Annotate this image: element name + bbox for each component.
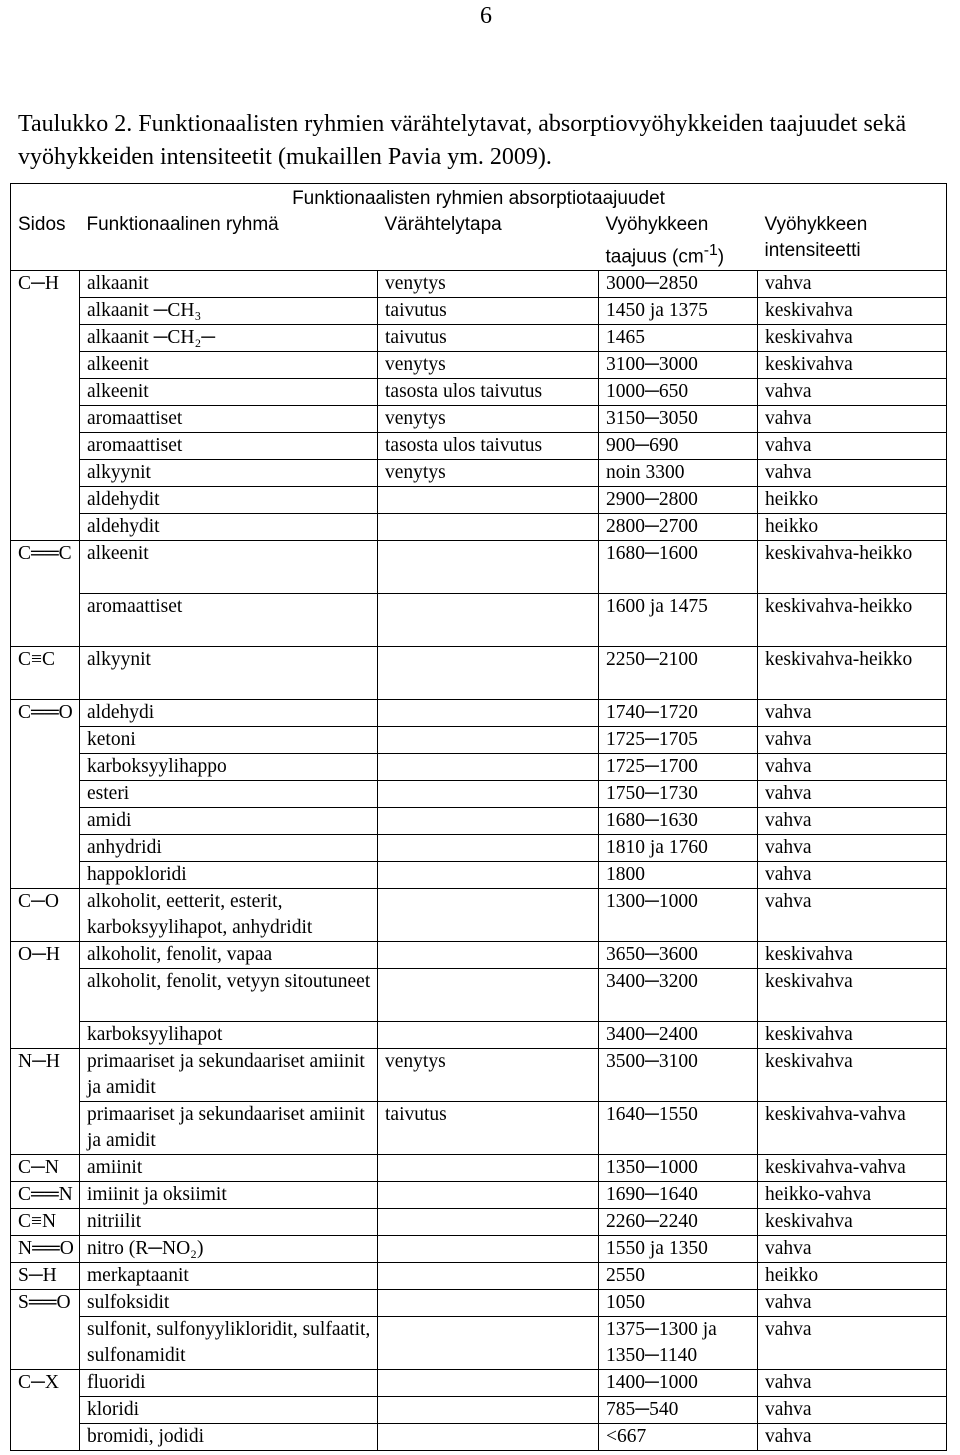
table-row	[11, 1424, 947, 1451]
table-row	[11, 808, 947, 835]
cell-intensity: keskivahva-heikko	[758, 647, 947, 700]
cell-bond	[11, 460, 80, 487]
table-row	[11, 406, 947, 433]
cell-intensity: keskivahva	[758, 1209, 947, 1236]
header-vibration-mode: Värähtelytapa	[378, 212, 599, 271]
cell-vibration-mode: venytys	[378, 352, 599, 379]
absorption-table	[10, 183, 946, 1451]
cell-intensity: vahva	[758, 754, 947, 781]
table-row	[11, 352, 947, 379]
cell-intensity: vahva	[758, 889, 947, 942]
cell-bond: C≡C	[11, 647, 80, 700]
cell-vibration-mode	[378, 1317, 599, 1370]
cell-frequency: 1450 ja 1375	[599, 298, 758, 325]
header-bond: Sidos	[11, 212, 80, 271]
cell-intensity: vahva	[758, 727, 947, 754]
cell-functional-group: amidi	[80, 808, 378, 835]
cell-vibration-mode	[378, 1236, 599, 1263]
cell-bond	[11, 433, 80, 460]
cell-bond: C─H	[11, 271, 80, 298]
cell-frequency: 3400─3200	[599, 969, 758, 1022]
cell-functional-group: karboksyylihappo	[80, 754, 378, 781]
cell-bond	[11, 352, 80, 379]
table-row	[11, 1370, 947, 1397]
cell-functional-group: fluoridi	[80, 1370, 378, 1397]
cell-functional-group: nitro (R─NO₂)	[80, 1236, 378, 1263]
cell-intensity: vahva	[758, 271, 947, 298]
cell-intensity: vahva	[758, 406, 947, 433]
table-row	[11, 942, 947, 969]
cell-functional-group: alkyynit	[80, 460, 378, 487]
cell-frequency: 2250─2100	[599, 647, 758, 700]
cell-functional-group: primaariset ja sekundaariset amiinit ja amidit	[80, 1102, 378, 1155]
cell-intensity: vahva	[758, 379, 947, 406]
cell-intensity: keskivahva-heikko	[758, 541, 947, 594]
cell-vibration-mode	[378, 1424, 599, 1451]
table-row	[11, 1263, 947, 1290]
cell-intensity: vahva	[758, 835, 947, 862]
table-row	[11, 1102, 947, 1155]
cell-vibration-mode	[378, 754, 599, 781]
cell-frequency: 1725─1700	[599, 754, 758, 781]
cell-bond: N─H	[11, 1049, 80, 1102]
cell-intensity: vahva	[758, 1317, 947, 1370]
table-row	[11, 1155, 947, 1182]
cell-bond	[11, 379, 80, 406]
cell-bond: C══O	[11, 700, 80, 727]
cell-intensity: vahva	[758, 1397, 947, 1424]
cell-intensity: keskivahva-vahva	[758, 1155, 947, 1182]
table-row	[11, 1022, 947, 1049]
cell-bond	[11, 754, 80, 781]
cell-frequency: 1750─1730	[599, 781, 758, 808]
cell-bond	[11, 1102, 80, 1155]
cell-frequency: 1000─650	[599, 379, 758, 406]
header-frequency-exponent: -1	[703, 242, 718, 259]
cell-bond	[11, 1397, 80, 1424]
cell-bond: C─O	[11, 889, 80, 942]
cell-frequency: 1725─1705	[599, 727, 758, 754]
cell-frequency: 1375─1300 ja 1350─1140	[599, 1317, 758, 1370]
cell-intensity: vahva	[758, 460, 947, 487]
cell-vibration-mode	[378, 1155, 599, 1182]
cell-bond: O─H	[11, 942, 80, 969]
cell-intensity: vahva	[758, 862, 947, 889]
cell-vibration-mode	[378, 541, 599, 594]
cell-intensity: vahva	[758, 1424, 947, 1451]
table-row	[11, 835, 947, 862]
cell-intensity: keskivahva	[758, 352, 947, 379]
cell-functional-group: alkoholit, fenolit, vapaa	[80, 942, 378, 969]
cell-functional-group: amiinit	[80, 1155, 378, 1182]
cell-bond	[11, 862, 80, 889]
cell-intensity: keskivahva	[758, 942, 947, 969]
cell-functional-group: kloridi	[80, 1397, 378, 1424]
cell-functional-group: bromidi, jodidi	[80, 1424, 378, 1451]
table-row	[11, 862, 947, 889]
cell-bond: N══O	[11, 1236, 80, 1263]
cell-frequency: 3100─3000	[599, 352, 758, 379]
cell-frequency: 2900─2800	[599, 487, 758, 514]
cell-vibration-mode	[378, 514, 599, 541]
cell-bond	[11, 325, 80, 352]
table-row	[11, 754, 947, 781]
cell-vibration-mode	[378, 862, 599, 889]
cell-functional-group: aromaattiset	[80, 594, 378, 647]
table-row	[11, 727, 947, 754]
table-row	[11, 1209, 947, 1236]
cell-vibration-mode: tasosta ulos taivutus	[378, 433, 599, 460]
table-caption: Taulukko 2. Funktionaalisten ryhmien värähtelytavat, absorptiovyöhykkeiden taajuudet sekä vyöhykkeiden intensiteetit (mukaillen Pavia ym. 2009).	[18, 111, 907, 170]
table-row	[11, 889, 947, 942]
table-row	[11, 1290, 947, 1317]
cell-functional-group: primaariset ja sekundaariset amiinit ja amidit	[80, 1049, 378, 1102]
cell-bond: S══O	[11, 1290, 80, 1317]
table-row	[11, 541, 947, 594]
table-row	[11, 969, 947, 1022]
cell-intensity: vahva	[758, 781, 947, 808]
cell-frequency: 1810 ja 1760	[599, 835, 758, 862]
cell-vibration-mode	[378, 969, 599, 1022]
cell-frequency: 900─690	[599, 433, 758, 460]
cell-vibration-mode: venytys	[378, 406, 599, 433]
cell-bond	[11, 514, 80, 541]
cell-frequency: 785─540	[599, 1397, 758, 1424]
cell-functional-group: aldehydit	[80, 514, 378, 541]
cell-functional-group: alkeenit	[80, 541, 378, 594]
cell-frequency: 1680─1630	[599, 808, 758, 835]
table-row	[11, 1236, 947, 1263]
cell-frequency: 2800─2700	[599, 514, 758, 541]
cell-bond	[11, 781, 80, 808]
cell-functional-group: alkaanit ─CH₂─	[80, 325, 378, 352]
cell-functional-group: merkaptaanit	[80, 1263, 378, 1290]
cell-frequency: 1050	[599, 1290, 758, 1317]
cell-functional-group: aldehydi	[80, 700, 378, 727]
cell-bond: C≡N	[11, 1209, 80, 1236]
table-row	[11, 1397, 947, 1424]
table-row	[11, 460, 947, 487]
cell-intensity: heikko-vahva	[758, 1182, 947, 1209]
cell-functional-group: esteri	[80, 781, 378, 808]
cell-vibration-mode	[378, 1370, 599, 1397]
cell-frequency: 1300─1000	[599, 889, 758, 942]
cell-functional-group: nitriilit	[80, 1209, 378, 1236]
cell-functional-group: happokloridi	[80, 862, 378, 889]
cell-frequency: 2550	[599, 1263, 758, 1290]
cell-frequency: noin 3300	[599, 460, 758, 487]
cell-vibration-mode	[378, 1263, 599, 1290]
cell-functional-group: alkeenit	[80, 352, 378, 379]
table-row	[11, 1317, 947, 1370]
cell-vibration-mode: taivutus	[378, 1102, 599, 1155]
cell-frequency: 1600 ja 1475	[599, 594, 758, 647]
cell-frequency: 1350─1000	[599, 1155, 758, 1182]
page-number: 6	[480, 3, 492, 29]
cell-bond	[11, 835, 80, 862]
cell-intensity: keskivahva	[758, 298, 947, 325]
cell-bond: C══C	[11, 541, 80, 594]
cell-vibration-mode: taivutus	[378, 298, 599, 325]
table-row	[11, 487, 947, 514]
cell-bond	[11, 1317, 80, 1370]
cell-frequency: 1800	[599, 862, 758, 889]
cell-frequency: 1680─1600	[599, 541, 758, 594]
cell-intensity: vahva	[758, 1370, 947, 1397]
cell-bond: C─X	[11, 1370, 80, 1397]
cell-functional-group: ketoni	[80, 727, 378, 754]
cell-vibration-mode	[378, 942, 599, 969]
cell-vibration-mode: taivutus	[378, 325, 599, 352]
cell-functional-group: alkyynit	[80, 647, 378, 700]
cell-frequency: 3650─3600	[599, 942, 758, 969]
cell-bond	[11, 727, 80, 754]
cell-vibration-mode: venytys	[378, 1049, 599, 1102]
cell-bond	[11, 1424, 80, 1451]
cell-bond: S─H	[11, 1263, 80, 1290]
cell-intensity: heikko	[758, 514, 947, 541]
cell-intensity: heikko	[758, 1263, 947, 1290]
cell-intensity: keskivahva-heikko	[758, 594, 947, 647]
cell-bond	[11, 969, 80, 1022]
cell-bond	[11, 594, 80, 647]
cell-vibration-mode	[378, 594, 599, 647]
cell-intensity: vahva	[758, 1236, 947, 1263]
cell-frequency: 3000─2850	[599, 271, 758, 298]
cell-vibration-mode	[378, 889, 599, 942]
cell-vibration-mode	[378, 781, 599, 808]
cell-functional-group: aldehydit	[80, 487, 378, 514]
cell-frequency: <667	[599, 1424, 758, 1451]
cell-vibration-mode	[378, 647, 599, 700]
cell-frequency: 1465	[599, 325, 758, 352]
cell-frequency: 1550 ja 1350	[599, 1236, 758, 1263]
cell-vibration-mode: venytys	[378, 271, 599, 298]
cell-functional-group: alkeenit	[80, 379, 378, 406]
cell-functional-group: karboksyylihapot	[80, 1022, 378, 1049]
header-frequency	[599, 212, 758, 271]
cell-vibration-mode	[378, 727, 599, 754]
table-title: Funktionaalisten ryhmien absorptiotaajuudet	[11, 184, 947, 213]
cell-functional-group: anhydridi	[80, 835, 378, 862]
cell-frequency: 3150─3050	[599, 406, 758, 433]
cell-vibration-mode	[378, 808, 599, 835]
cell-bond	[11, 1022, 80, 1049]
cell-vibration-mode	[378, 1397, 599, 1424]
cell-intensity: vahva	[758, 700, 947, 727]
cell-functional-group: alkaanit ─CH₃	[80, 298, 378, 325]
cell-frequency: 1690─1640	[599, 1182, 758, 1209]
cell-bond: C══N	[11, 1182, 80, 1209]
cell-intensity: keskivahva	[758, 325, 947, 352]
table-row	[11, 433, 947, 460]
cell-frequency: 2260─2240	[599, 1209, 758, 1236]
cell-bond	[11, 406, 80, 433]
cell-intensity: heikko	[758, 487, 947, 514]
cell-intensity: keskivahva	[758, 1049, 947, 1102]
header-frequency-text: Vyöhykkeen taajuus (cm	[605, 214, 709, 268]
cell-vibration-mode	[378, 835, 599, 862]
cell-vibration-mode	[378, 700, 599, 727]
header-functional-group: Funktionaalinen ryhmä	[80, 212, 378, 271]
cell-functional-group: alkaanit	[80, 271, 378, 298]
cell-functional-group: aromaattiset	[80, 406, 378, 433]
cell-bond	[11, 298, 80, 325]
cell-vibration-mode	[378, 1022, 599, 1049]
cell-frequency: 1400─1000	[599, 1370, 758, 1397]
cell-bond	[11, 487, 80, 514]
cell-intensity: vahva	[758, 808, 947, 835]
table-row	[11, 298, 947, 325]
cell-intensity: vahva	[758, 1290, 947, 1317]
header-intensity: Vyöhykkeen intensiteetti	[758, 212, 947, 271]
cell-frequency: 3500─3100	[599, 1049, 758, 1102]
table-row	[11, 1182, 947, 1209]
table-row	[11, 700, 947, 727]
cell-bond: C─N	[11, 1155, 80, 1182]
cell-frequency: 3400─2400	[599, 1022, 758, 1049]
cell-vibration-mode	[378, 1290, 599, 1317]
table-row	[11, 1049, 947, 1102]
cell-vibration-mode	[378, 1182, 599, 1209]
cell-intensity: keskivahva	[758, 969, 947, 1022]
table-row	[11, 514, 947, 541]
cell-bond	[11, 808, 80, 835]
cell-intensity: keskivahva-vahva	[758, 1102, 947, 1155]
cell-vibration-mode: tasosta ulos taivutus	[378, 379, 599, 406]
table-row	[11, 271, 947, 298]
cell-functional-group: sulfonit, sulfonyylikloridit, sulfaatit, sulfonamidit	[80, 1317, 378, 1370]
header-frequency-close: )	[717, 246, 725, 268]
cell-functional-group: aromaattiset	[80, 433, 378, 460]
table-row	[11, 647, 947, 700]
table-row	[11, 325, 947, 352]
cell-functional-group: sulfoksidit	[80, 1290, 378, 1317]
table-row	[11, 781, 947, 808]
cell-functional-group: alkoholit, fenolit, vetyyn sitoutuneet	[80, 969, 378, 1022]
cell-functional-group: alkoholit, eetterit, esterit, karboksyylihapot, anhydridit	[80, 889, 378, 942]
cell-frequency: 1740─1720	[599, 700, 758, 727]
cell-vibration-mode	[378, 1209, 599, 1236]
cell-frequency: 1640─1550	[599, 1102, 758, 1155]
cell-intensity: vahva	[758, 433, 947, 460]
cell-vibration-mode	[378, 487, 599, 514]
cell-functional-group: imiinit ja oksiimit	[80, 1182, 378, 1209]
cell-vibration-mode: venytys	[378, 460, 599, 487]
cell-intensity: keskivahva	[758, 1022, 947, 1049]
table-row	[11, 594, 947, 647]
table-row	[11, 379, 947, 406]
